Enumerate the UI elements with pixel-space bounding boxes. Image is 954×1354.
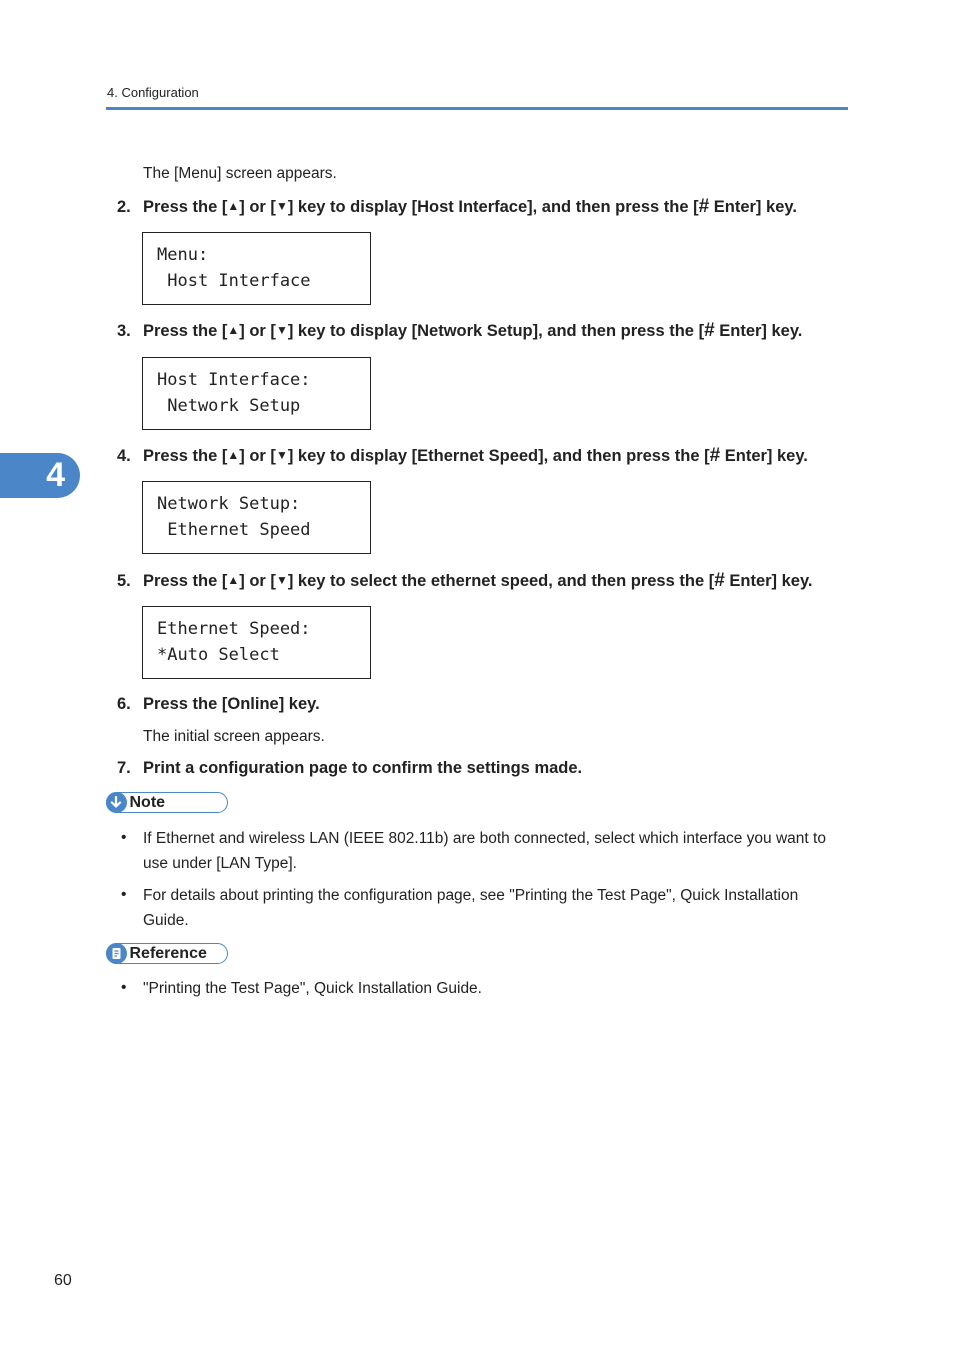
step-4: 4. Press the [▲] or [▼] key to display [Ethernet Speed], and then press the [# Enter] key. <box>117 445 808 466</box>
down-arrow-icon: ▼ <box>275 199 288 213</box>
lcd-screen-ethernet-speed <box>142 606 371 679</box>
step-number: 5. <box>117 572 131 590</box>
step-2: 2. Press the [▲] or [▼] key to display [Host Interface], and then press the [# Enter] key. <box>117 196 797 217</box>
lcd-line-1: Ethernet Speed: <box>157 619 311 639</box>
enter-key-icon: # <box>704 320 715 341</box>
bullet-icon: • <box>121 886 127 903</box>
reference-badge <box>106 943 228 964</box>
lcd-line-1: Host Interface: <box>157 370 311 390</box>
step-3: 3. Press the [▲] or [▼] key to display [Network Setup], and then press the [# Enter] key. <box>117 320 803 341</box>
page-number: 60 <box>54 1272 72 1289</box>
down-arrow-icon: ▼ <box>275 323 288 337</box>
step-6-result: The initial screen appears. <box>143 728 325 745</box>
lcd-screen-menu <box>142 232 371 305</box>
note-bullet-2: For details about printing the configuration page, see "Printing the Test Page", Quick Installation Guide. <box>143 887 799 929</box>
step-number: 3. <box>117 322 131 340</box>
step-5: 5. Press the [▲] or [▼] key to select the ethernet speed, and then press the [# Enter] key. <box>117 570 813 591</box>
header-divider <box>106 107 848 110</box>
down-arrow-icon: ▼ <box>275 573 288 587</box>
step-number: 2. <box>117 198 131 216</box>
step-number: 6. <box>117 695 131 713</box>
lcd-line-1: Menu: <box>157 245 209 265</box>
note-badge <box>106 792 228 813</box>
enter-key-icon: # <box>709 445 721 466</box>
lcd-screen-host-interface <box>142 357 371 430</box>
note-label: Note <box>129 793 166 811</box>
step-number: 4. <box>117 447 131 465</box>
lcd-screen-network-setup <box>142 481 371 554</box>
up-arrow-icon: ▲ <box>227 199 240 213</box>
lcd-line-1: Network Setup: <box>157 494 301 514</box>
enter-key-icon: # <box>714 570 725 591</box>
intro-text: The [Menu] screen appears. <box>143 165 337 182</box>
up-arrow-icon: ▲ <box>227 323 240 337</box>
step-6: 6. Press the [Online] key. <box>117 695 320 713</box>
step-number: 7. <box>117 759 131 777</box>
lcd-line-2: *Auto Select <box>157 645 280 665</box>
document-icon <box>106 943 127 964</box>
up-arrow-icon: ▲ <box>227 573 240 587</box>
reference-label: Reference <box>129 944 207 962</box>
running-header: 4. Configuration <box>107 85 199 100</box>
lcd-line-2: Host Interface <box>157 271 311 291</box>
step-7: 7. Print a configuration page to confirm the settings made. <box>117 759 583 777</box>
reference-bullet-1: "Printing the Test Page", Quick Installation Guide. <box>143 980 482 997</box>
up-arrow-icon: ▲ <box>227 448 240 462</box>
note-bullet-1: If Ethernet and wireless LAN (IEEE 802.11b) are both connected, select which interface you want to use under [LAN Type]. <box>143 830 826 872</box>
lcd-line-2: Ethernet Speed <box>157 520 311 540</box>
chapter-tab: 4 <box>0 453 80 498</box>
down-arrow-icon: ▼ <box>275 448 288 462</box>
bullet-icon: • <box>121 979 127 996</box>
enter-key-icon: # <box>698 196 710 217</box>
lcd-line-2: Network Setup <box>157 396 301 416</box>
arrow-down-icon <box>106 792 127 813</box>
bullet-icon: • <box>121 829 127 846</box>
